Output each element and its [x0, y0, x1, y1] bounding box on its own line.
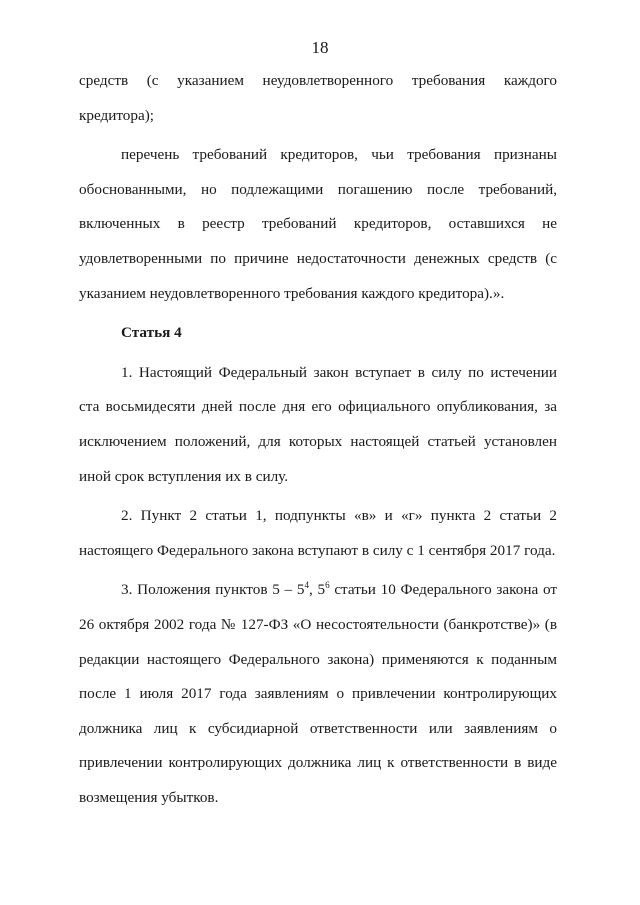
- item3-text-c: статьи 10 Федерального закона от 26 октября 2002 года № 127-ФЗ «О несостоятельности (банкротстве)» (в редакции настоящего Федерального закона) применяются к поданным после 1 июля 2017 года заявлениям о привлечении контролирующих должника лиц к субсидиарной ответственности или заявлениям о привлечении контролирующих должника лиц к ответственности в виде возмещения убытков.: [79, 581, 557, 806]
- page-number: 18: [311, 38, 329, 57]
- paragraph-creditors-list: перечень требований кредиторов, чьи требования признаны обоснованными, но подлежащими погашению после требований, включенных в реестр требований кредиторов, оставшихся не удовлетворенными по причине недостаточности денежных средств (с указанием неудовлетворенного требования каждого кредитора).».: [79, 146, 557, 302]
- item3-text-a: 3. Положения пунктов 5 – 5: [121, 581, 305, 599]
- article-heading: Статья 4: [121, 324, 182, 342]
- paragraph-article4-item1: 1. Настоящий Федеральный закон вступает в силу по истечении ста восьмидесяти дней после дня его официального опубликования, за исключением положений, для которых настоящей статьей установлен иной срок вступления их в силу.: [79, 363, 557, 485]
- item3-superscript-1: 4: [304, 580, 309, 591]
- paragraph-continuation: средств (с указанием неудовлетворенного требования каждого кредитора);: [79, 72, 557, 124]
- paragraph-article4-item2: 2. Пункт 2 статьи 1, подпункты «в» и «г» пункта 2 статьи 2 настоящего Федерального закона вступают в силу с 1 сентября 2017 года.: [79, 507, 557, 559]
- paragraph-article4-item3: [79, 573, 557, 815]
- item3-text-b: , 5: [308, 581, 326, 599]
- item3-superscript-2: 6: [325, 580, 330, 591]
- document-body: [79, 64, 557, 815]
